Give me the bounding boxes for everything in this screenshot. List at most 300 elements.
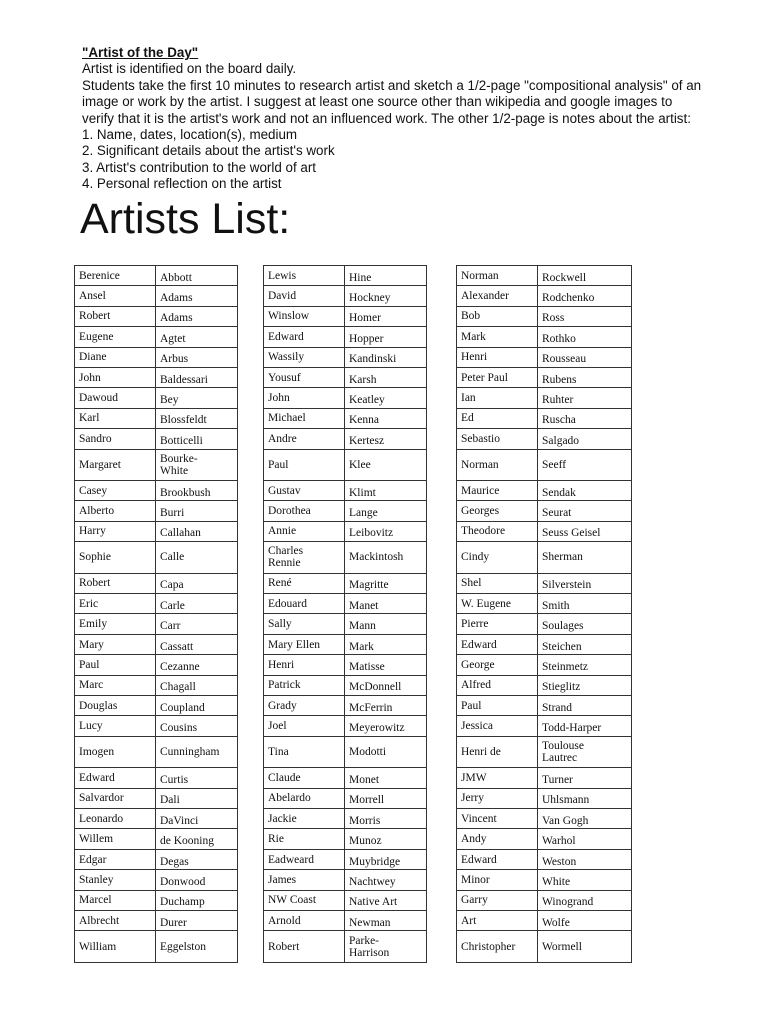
artist-last-name bbox=[156, 931, 238, 963]
artist-last-name-text: Nachtwey bbox=[349, 875, 396, 888]
artist-last-name-text: Turner bbox=[542, 774, 573, 786]
artist-first-name bbox=[264, 266, 345, 286]
artist-row bbox=[264, 481, 427, 501]
artist-row bbox=[457, 736, 632, 768]
artist-last-name-text: Chagall bbox=[160, 681, 196, 694]
artist-first-name bbox=[264, 675, 345, 695]
artist-first-name-text: Winslow bbox=[268, 310, 310, 323]
artist-row bbox=[457, 286, 632, 306]
artist-row bbox=[457, 716, 632, 736]
artist-last-name-text: Cezanne bbox=[160, 660, 200, 673]
artist-last-name-text: Abbott bbox=[160, 271, 192, 284]
artist-row bbox=[457, 306, 632, 326]
artist-last-name-text: Ruscha bbox=[542, 414, 576, 427]
artist-last-name bbox=[538, 614, 632, 634]
artist-row bbox=[457, 429, 632, 449]
artist-first-name-text: Henri de bbox=[461, 746, 501, 759]
artist-last-name bbox=[156, 521, 238, 541]
artist-last-name-text: Carle bbox=[160, 599, 185, 612]
artist-last-name-text: Monet bbox=[349, 774, 380, 786]
artist-first-name-text: Wassily bbox=[268, 351, 305, 364]
artist-row bbox=[457, 594, 632, 614]
artist-first-name bbox=[457, 870, 538, 890]
artist-first-name bbox=[264, 429, 345, 449]
artist-first-name-text: Eugene bbox=[79, 330, 114, 343]
artist-last-name-text: Newman bbox=[349, 916, 391, 929]
artist-first-name bbox=[75, 716, 156, 736]
artist-last-name bbox=[156, 911, 238, 931]
artist-first-name bbox=[75, 521, 156, 541]
artist-first-name-text: James bbox=[268, 873, 297, 886]
artist-first-name bbox=[457, 829, 538, 849]
artist-last-name-text: Matisse bbox=[349, 660, 385, 673]
artist-first-name-text: Dawoud bbox=[79, 392, 118, 405]
artist-row bbox=[75, 327, 238, 347]
artist-first-name bbox=[264, 849, 345, 869]
artist-last-name bbox=[538, 521, 632, 541]
artist-last-name bbox=[538, 542, 632, 574]
artist-last-name-text: Rodchenko bbox=[542, 292, 595, 305]
artist-last-name bbox=[156, 327, 238, 347]
artist-first-name bbox=[75, 388, 156, 408]
artist-first-name bbox=[457, 931, 538, 963]
artist-first-name bbox=[75, 655, 156, 675]
artist-table-2 bbox=[263, 265, 427, 963]
artist-row bbox=[264, 594, 427, 614]
artist-row bbox=[75, 286, 238, 306]
artist-row bbox=[457, 931, 632, 963]
artist-row bbox=[264, 286, 427, 306]
artist-last-name bbox=[538, 655, 632, 675]
artist-last-name-text: Degas bbox=[160, 855, 189, 868]
artist-row bbox=[264, 429, 427, 449]
artist-first-name bbox=[75, 481, 156, 501]
artist-last-name-text: Sherman bbox=[542, 551, 583, 564]
artist-first-name bbox=[264, 481, 345, 501]
artist-row bbox=[264, 911, 427, 931]
artist-last-name bbox=[156, 501, 238, 521]
artist-last-name bbox=[156, 696, 238, 716]
artist-last-name-text: Arbus bbox=[160, 353, 189, 366]
artist-last-name bbox=[538, 788, 632, 808]
artist-last-name bbox=[345, 614, 427, 634]
artist-last-name bbox=[538, 347, 632, 367]
artist-first-name bbox=[457, 634, 538, 654]
artist-first-name-text: Abelardo bbox=[268, 792, 311, 805]
artist-last-name-text: Hockney bbox=[349, 292, 391, 305]
artist-first-name-text: Alfred bbox=[461, 679, 492, 692]
artist-first-name-text: Eadweard bbox=[268, 853, 314, 866]
artist-last-name-text: Van Gogh bbox=[542, 814, 589, 827]
artist-first-name bbox=[457, 542, 538, 574]
artist-last-name-text: Agtet bbox=[160, 332, 186, 345]
artist-first-name-text: Yousuf bbox=[268, 371, 301, 384]
artist-first-name-text: Alexander bbox=[461, 290, 509, 303]
artist-last-name-text: Rockwell bbox=[542, 271, 587, 284]
artist-last-name bbox=[538, 286, 632, 306]
artist-first-name bbox=[264, 634, 345, 654]
artist-last-name bbox=[156, 768, 238, 788]
artist-first-name bbox=[457, 768, 538, 788]
artist-last-name bbox=[345, 408, 427, 428]
artist-row bbox=[264, 849, 427, 869]
artist-first-name-text: Art bbox=[461, 914, 477, 927]
artist-first-name-text: Norman bbox=[461, 269, 499, 282]
artist-first-name bbox=[264, 347, 345, 367]
artist-last-name-text: Baldessari bbox=[160, 373, 208, 386]
artist-last-name bbox=[538, 870, 632, 890]
artist-first-name bbox=[457, 521, 538, 541]
artist-last-name-text: Wolfe bbox=[542, 916, 570, 929]
artist-last-name bbox=[538, 931, 632, 963]
artist-first-name-text: Edward bbox=[461, 638, 497, 651]
artist-row bbox=[75, 573, 238, 593]
artist-last-name bbox=[156, 429, 238, 449]
artist-first-name-text: Arnold bbox=[268, 914, 301, 927]
artist-last-name-text: Rubens bbox=[542, 373, 577, 386]
artist-first-name bbox=[75, 931, 156, 963]
artist-row bbox=[264, 655, 427, 675]
artist-last-name bbox=[345, 911, 427, 931]
artist-last-name bbox=[156, 408, 238, 428]
artist-first-name-text: Pierre bbox=[461, 618, 489, 631]
artist-first-name bbox=[264, 768, 345, 788]
artist-first-name-text: W. Eugene bbox=[461, 597, 512, 610]
artist-first-name bbox=[75, 829, 156, 849]
artist-first-name bbox=[457, 429, 538, 449]
artist-last-name-text: Smith bbox=[542, 599, 570, 612]
artist-first-name-text: Robert bbox=[268, 940, 300, 953]
artist-last-name-text: Seeff bbox=[542, 458, 567, 471]
artist-last-name bbox=[156, 634, 238, 654]
artist-last-name-text: Seurat bbox=[542, 507, 572, 520]
artist-last-name bbox=[345, 870, 427, 890]
artist-last-name-text: Cunningham bbox=[160, 746, 220, 759]
artist-last-name-text: Salgado bbox=[542, 434, 580, 447]
artist-first-name bbox=[75, 788, 156, 808]
artist-row bbox=[457, 449, 632, 481]
artist-last-name-text: Morrell bbox=[349, 794, 385, 807]
artist-first-name bbox=[264, 890, 345, 910]
artist-last-name-text: White bbox=[542, 875, 571, 888]
artist-first-name-text: Tina bbox=[268, 746, 289, 759]
artist-last-name-text: Blossfeldt bbox=[160, 414, 207, 427]
artist-first-name-text: René bbox=[268, 577, 292, 590]
artist-first-name bbox=[264, 736, 345, 768]
artist-first-name bbox=[264, 788, 345, 808]
artist-first-name bbox=[75, 696, 156, 716]
artist-first-name bbox=[457, 655, 538, 675]
artist-last-name bbox=[345, 768, 427, 788]
artist-last-name bbox=[538, 736, 632, 768]
artist-last-name-text: Sendak bbox=[542, 486, 576, 499]
artist-last-name bbox=[156, 870, 238, 890]
artist-last-name-text: DaVinci bbox=[160, 814, 199, 827]
artist-row bbox=[75, 849, 238, 869]
artist-last-name-text: Carr bbox=[160, 620, 181, 633]
artist-row bbox=[457, 788, 632, 808]
artist-row bbox=[75, 542, 238, 574]
artist-last-name-text: Steinmetz bbox=[542, 660, 588, 673]
artist-first-name bbox=[75, 542, 156, 574]
artist-first-name bbox=[457, 501, 538, 521]
artist-first-name bbox=[75, 634, 156, 654]
artist-first-name bbox=[457, 367, 538, 387]
artist-last-name-text: Hopper bbox=[349, 332, 384, 345]
artist-last-name-text: Adams bbox=[160, 292, 193, 305]
artist-last-name bbox=[538, 809, 632, 829]
artist-first-name bbox=[457, 736, 538, 768]
artist-first-name bbox=[457, 347, 538, 367]
instructions-line: 4. Personal reflection on the artist bbox=[82, 176, 282, 192]
artist-first-name bbox=[264, 388, 345, 408]
artist-last-name-text: Callahan bbox=[160, 527, 201, 540]
artist-row bbox=[457, 521, 632, 541]
artist-first-name-text: Albrecht bbox=[79, 914, 120, 927]
artist-row bbox=[457, 696, 632, 716]
artist-first-name-text: Diane bbox=[79, 351, 107, 364]
artist-first-name bbox=[264, 614, 345, 634]
artist-last-name bbox=[345, 542, 427, 574]
artist-first-name-text: Emily bbox=[79, 618, 108, 631]
artist-first-name bbox=[75, 408, 156, 428]
artist-first-name bbox=[264, 911, 345, 931]
artist-last-name bbox=[345, 388, 427, 408]
artist-last-name-text: Silverstein bbox=[542, 579, 592, 592]
instructions-line: verify that it is the artist's work and not an influenced work. The other 1/2-page is notes about the artist: bbox=[82, 110, 691, 126]
artist-first-name bbox=[75, 449, 156, 481]
artist-first-name-text: Imogen bbox=[79, 746, 115, 759]
artist-last-name-text: McFerrin bbox=[349, 701, 393, 714]
artist-first-name bbox=[75, 573, 156, 593]
artist-first-name-text: John bbox=[79, 371, 101, 384]
artist-last-name bbox=[345, 594, 427, 614]
artist-first-name bbox=[75, 809, 156, 829]
artist-first-name bbox=[264, 696, 345, 716]
artist-last-name bbox=[345, 829, 427, 849]
artist-last-name-text: Magritte bbox=[349, 579, 389, 592]
artist-first-name-text: Mark bbox=[461, 330, 486, 343]
instructions-line: image or work by the artist. I suggest at least one source other than wikipedia and google images to bbox=[82, 94, 673, 110]
artist-last-name-text: Klee bbox=[349, 458, 371, 471]
artist-first-name-text: Jerry bbox=[461, 792, 484, 805]
artist-last-name-text: Ruhter bbox=[542, 394, 574, 407]
artist-first-name bbox=[457, 849, 538, 869]
artist-last-name bbox=[156, 542, 238, 574]
artist-last-name-text: Cousins bbox=[160, 722, 198, 735]
artist-row bbox=[457, 655, 632, 675]
artist-row bbox=[75, 809, 238, 829]
artist-first-name-text: Willem bbox=[79, 833, 114, 846]
artist-first-name-text: Shel bbox=[461, 577, 482, 590]
artist-row bbox=[457, 408, 632, 428]
artist-last-name-text: Kenna bbox=[349, 414, 380, 427]
artist-last-name bbox=[538, 327, 632, 347]
artist-last-name-text: Capa bbox=[160, 579, 184, 592]
artist-last-name bbox=[538, 696, 632, 716]
artist-last-name bbox=[538, 306, 632, 326]
artist-first-name bbox=[75, 501, 156, 521]
artist-last-name-text: Mann bbox=[349, 620, 376, 633]
artist-first-name-text: Ansel bbox=[79, 290, 106, 303]
artist-last-name bbox=[345, 675, 427, 695]
artist-first-name-text: Gustav bbox=[268, 484, 301, 497]
artist-last-name-text: Warhol bbox=[542, 835, 576, 848]
artist-first-name-text: Dorothea bbox=[268, 505, 311, 518]
artist-first-name-text: Michael bbox=[268, 412, 306, 425]
artist-row bbox=[264, 931, 427, 963]
artist-last-name bbox=[538, 449, 632, 481]
artist-first-name-text: Paul bbox=[461, 699, 482, 712]
artist-last-name bbox=[345, 788, 427, 808]
artist-row bbox=[264, 367, 427, 387]
artist-first-name-text: George bbox=[461, 658, 495, 671]
instructions bbox=[82, 45, 732, 193]
artist-last-name bbox=[156, 849, 238, 869]
artist-first-name bbox=[264, 542, 345, 574]
artist-last-name-text: Morris bbox=[349, 814, 381, 827]
instructions-line: Artist is identified on the board daily. bbox=[82, 61, 297, 77]
artist-last-name-text: Curtis bbox=[160, 774, 189, 786]
artist-first-name-text: Cindy bbox=[461, 551, 490, 564]
artist-first-name bbox=[264, 829, 345, 849]
artist-last-name-text: Durer bbox=[160, 916, 187, 929]
instructions-line: 3. Artist's contribution to the world of art bbox=[82, 159, 317, 175]
artist-last-name-text: Toulouse Lautrec bbox=[542, 740, 584, 765]
artist-first-name-text: Charles Rennie bbox=[268, 545, 304, 570]
artist-last-name bbox=[538, 481, 632, 501]
artist-last-name bbox=[345, 347, 427, 367]
artist-first-name bbox=[75, 768, 156, 788]
artist-last-name-text: Cassatt bbox=[160, 640, 194, 653]
artist-last-name bbox=[345, 286, 427, 306]
artist-last-name bbox=[538, 890, 632, 910]
artist-last-name bbox=[156, 286, 238, 306]
artist-row bbox=[457, 481, 632, 501]
artist-first-name-text: Lewis bbox=[268, 269, 297, 282]
artist-row bbox=[75, 594, 238, 614]
artist-last-name-text: Kandinski bbox=[349, 353, 397, 366]
artist-first-name bbox=[264, 809, 345, 829]
artist-last-name-text: Bourke- White bbox=[160, 452, 198, 477]
artist-first-name bbox=[264, 573, 345, 593]
artist-last-name bbox=[345, 809, 427, 829]
artist-first-name-text: John bbox=[268, 392, 290, 405]
artist-last-name bbox=[156, 716, 238, 736]
artist-first-name-text: Salvardor bbox=[79, 792, 124, 805]
artist-table-3 bbox=[456, 265, 632, 963]
artist-last-name bbox=[538, 408, 632, 428]
artist-row bbox=[264, 768, 427, 788]
artist-row bbox=[264, 449, 427, 481]
artist-row bbox=[75, 931, 238, 963]
artist-first-name bbox=[264, 286, 345, 306]
artist-row bbox=[457, 501, 632, 521]
artist-row bbox=[264, 306, 427, 326]
artist-row bbox=[75, 655, 238, 675]
artist-first-name bbox=[457, 911, 538, 931]
artist-last-name-text: Soulages bbox=[542, 620, 584, 633]
artist-row bbox=[75, 306, 238, 326]
artist-first-name-text: Peter Paul bbox=[461, 371, 508, 384]
artist-last-name bbox=[345, 849, 427, 869]
artist-last-name bbox=[345, 501, 427, 521]
artist-row bbox=[457, 347, 632, 367]
artist-first-name-text: Margaret bbox=[79, 458, 121, 471]
artist-first-name-text: Sally bbox=[268, 618, 292, 631]
artist-first-name bbox=[457, 573, 538, 593]
artist-row bbox=[457, 870, 632, 890]
artist-first-name-text: Marcel bbox=[79, 894, 112, 907]
artist-first-name-text: Norman bbox=[461, 458, 499, 471]
artist-first-name-text: Christopher bbox=[461, 940, 516, 953]
artist-first-name-text: Georges bbox=[461, 505, 500, 518]
instructions-line: 2. Significant details about the artist's work bbox=[82, 143, 335, 159]
artist-first-name bbox=[75, 286, 156, 306]
artist-last-name-text: Uhlsmann bbox=[542, 794, 590, 807]
artist-first-name-text: Paul bbox=[79, 658, 100, 671]
artist-last-name-text: Keatley bbox=[349, 394, 385, 407]
artist-row bbox=[457, 829, 632, 849]
artist-last-name-text: Klimt bbox=[349, 486, 376, 499]
artist-last-name-text: Lange bbox=[349, 507, 378, 520]
artist-first-name bbox=[75, 347, 156, 367]
artist-row bbox=[457, 911, 632, 931]
artist-row bbox=[264, 501, 427, 521]
artist-first-name-text: Marc bbox=[79, 679, 104, 692]
artist-last-name bbox=[156, 655, 238, 675]
artist-first-name-text: Paul bbox=[268, 458, 289, 471]
artist-first-name-text: Lucy bbox=[79, 720, 103, 733]
artist-first-name bbox=[75, 327, 156, 347]
artist-first-name bbox=[75, 306, 156, 326]
artist-row bbox=[457, 266, 632, 286]
artist-first-name bbox=[264, 870, 345, 890]
artist-last-name-text: Brookbush bbox=[160, 486, 211, 499]
artist-last-name bbox=[156, 809, 238, 829]
artist-last-name bbox=[345, 736, 427, 768]
artist-last-name-text: Karsh bbox=[349, 373, 377, 386]
artist-first-name bbox=[75, 266, 156, 286]
artist-last-name-text: Steichen bbox=[542, 640, 582, 653]
artist-last-name-text: Muybridge bbox=[349, 855, 401, 868]
artist-first-name bbox=[75, 870, 156, 890]
artist-last-name bbox=[345, 481, 427, 501]
artist-first-name bbox=[75, 675, 156, 695]
artist-first-name bbox=[457, 327, 538, 347]
artist-last-name bbox=[538, 634, 632, 654]
artist-last-name bbox=[538, 388, 632, 408]
artist-first-name-text: Edouard bbox=[268, 597, 307, 610]
artist-first-name-text: Joel bbox=[268, 720, 287, 733]
artist-first-name bbox=[457, 890, 538, 910]
artist-last-name-text: Coupland bbox=[160, 701, 205, 714]
artist-row bbox=[264, 614, 427, 634]
artist-last-name bbox=[156, 573, 238, 593]
artist-last-name-text: Rothko bbox=[542, 332, 576, 345]
artist-row bbox=[264, 542, 427, 574]
artist-first-name bbox=[264, 306, 345, 326]
artist-first-name-text: Jackie bbox=[268, 812, 297, 825]
artist-last-name bbox=[345, 521, 427, 541]
artist-last-name bbox=[345, 573, 427, 593]
instructions-line: 1. Name, dates, location(s), medium bbox=[82, 127, 298, 143]
artist-row bbox=[75, 408, 238, 428]
artist-last-name bbox=[156, 367, 238, 387]
artist-row bbox=[75, 890, 238, 910]
artist-last-name-text: Burri bbox=[160, 507, 185, 520]
artist-last-name-text: Botticelli bbox=[160, 434, 203, 447]
